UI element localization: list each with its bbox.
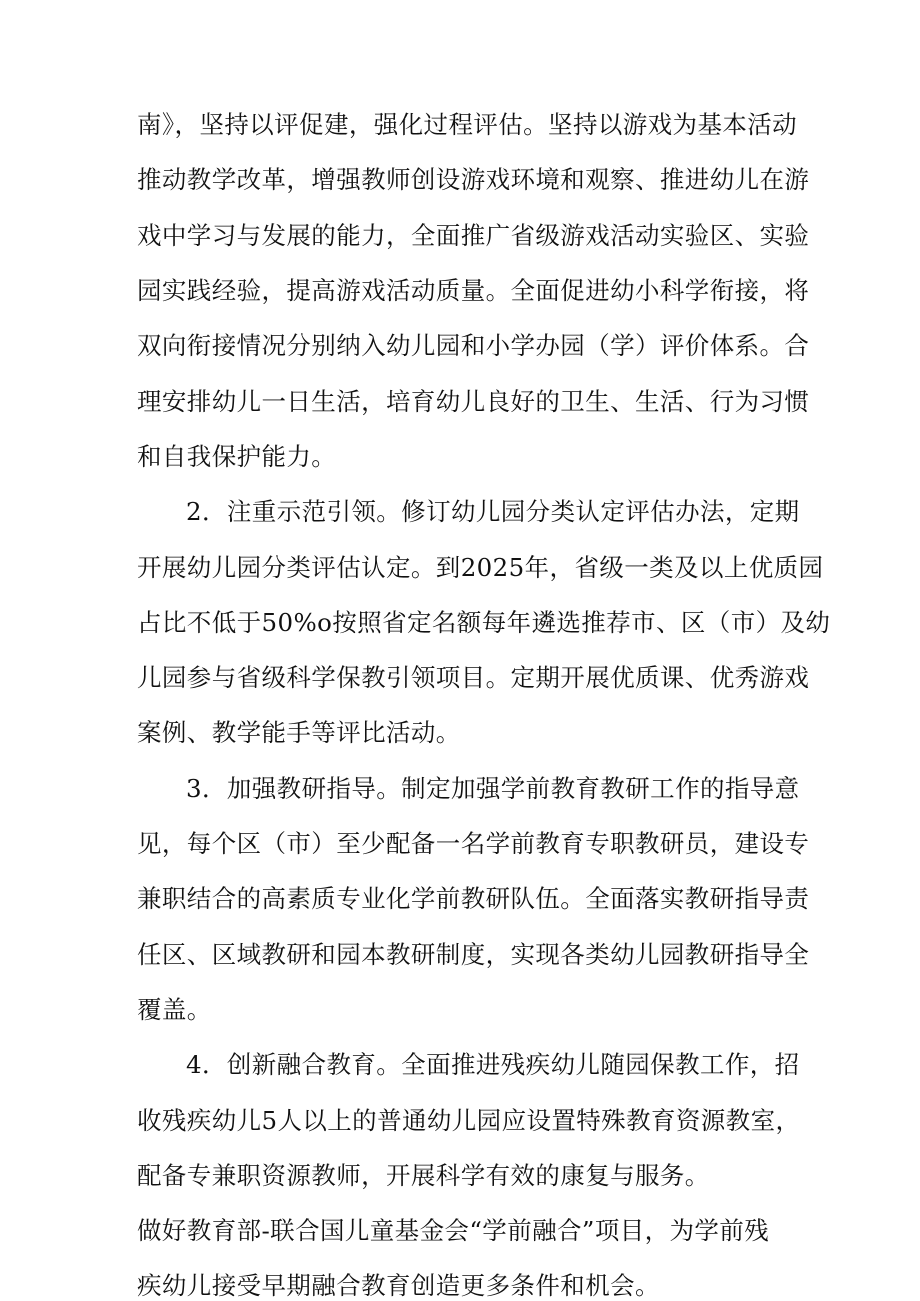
text-line: 兼职结合的高素质专业化学前教研队伍。全面落实教研指导责 [137, 884, 810, 913]
text-line: 覆盖。 [137, 995, 212, 1024]
text-line: 和自我保护能力。 [137, 442, 337, 471]
text-line: 理安排幼儿一日生活，培育幼儿良好的卫生、生活、行为习惯 [137, 387, 810, 416]
text-line: 案例、教学能手等评比活动。 [137, 718, 461, 747]
text-line: 收残疾幼儿5人以上的普通幼儿园应设置特殊教育资源教室， [137, 1106, 801, 1135]
text-line: 见，每个区（市）至少配备一名学前教育专职教研员，建设专 [137, 829, 810, 858]
text-line: 开展幼儿园分类评估认定。到2025年，省级一类及以上优质园 [137, 553, 824, 582]
text-line: 疾幼儿接受早期融合教育创造更多条件和机会。 [137, 1271, 660, 1300]
text-line: 戏中学习与发展的能力，全面推广省级游戏活动实验区、实验 [137, 221, 810, 250]
text-line: 南》，坚持以评促建，强化过程评估。坚持以游戏为基本活动 [137, 110, 798, 139]
paragraph-3-start: 3．加强教研指导。制定加强学前教育教研工作的指导意 [186, 774, 800, 803]
text-line: 占比不低于50%o按照省定名额每年遴选推荐市、区（市）及幼 [137, 608, 831, 637]
paragraph-2-start: 2．注重示范引领。修订幼儿园分类认定评估办法，定期 [186, 497, 800, 526]
text-line: 配备专兼职资源教师，开展科学有效的康复与服务。 [137, 1161, 710, 1190]
text-line: 园实践经验，提高游戏活动质量。全面促进幼小科学衔接，将 [137, 276, 810, 305]
text-line: 双向衔接情况分别纳入幼儿园和小学办园（学）评价体系。合 [137, 331, 810, 360]
text-line: 推动教学改革，增强教师创设游戏环境和观察、推进幼儿在游 [137, 165, 810, 194]
text-line: 任区、区域教研和园本教研制度，实现各类幼儿园教研指导全 [137, 940, 810, 969]
text-line: 做好教育部-联合国儿童基金会“学前融合”项目，为学前残 [137, 1216, 770, 1245]
paragraph-4-start: 4．创新融合教育。全面推进残疾幼儿随园保教工作，招 [186, 1050, 800, 1079]
text-line: 儿园参与省级科学保教引领项目。定期开展优质课、优秀游戏 [137, 663, 810, 692]
